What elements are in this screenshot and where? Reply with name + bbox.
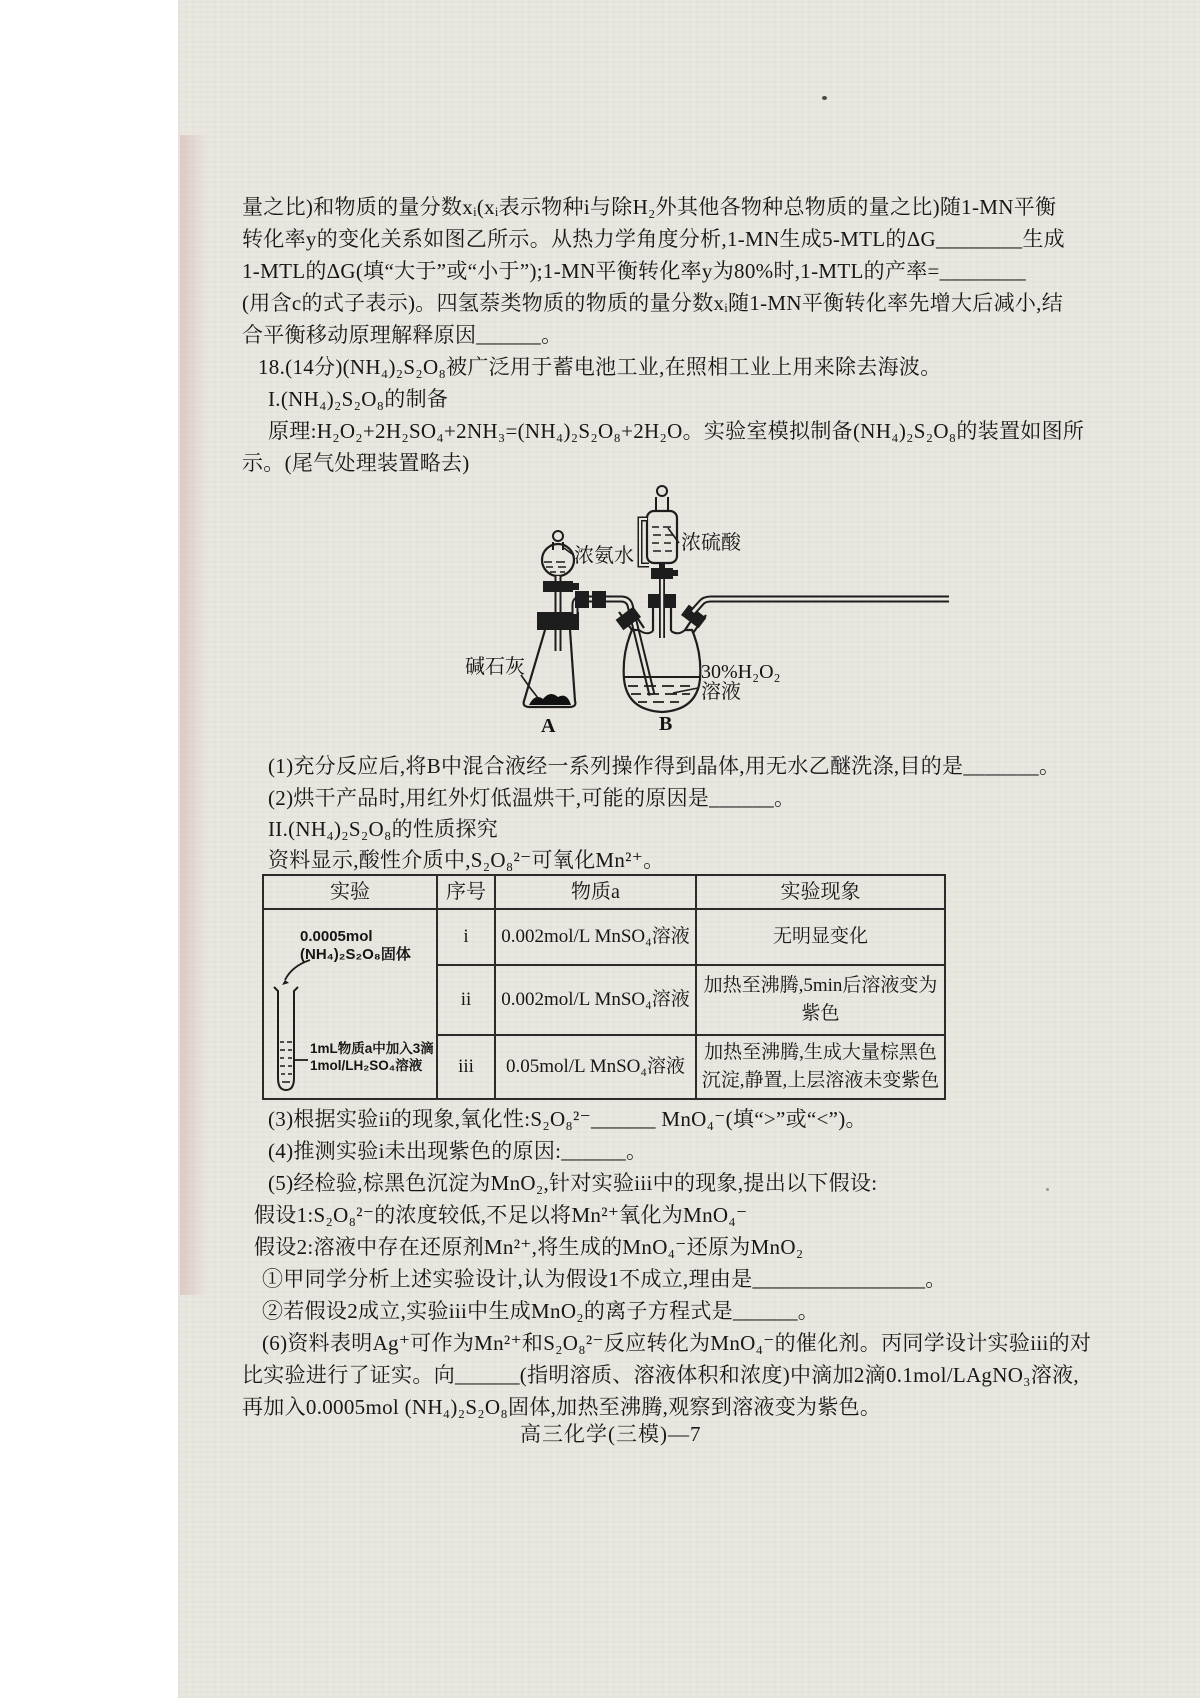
row-iii-number: iii — [437, 1035, 495, 1099]
delivery-tube — [575, 599, 652, 695]
part1-title: I.(NH₄)₂S₂O₈的制备 — [268, 387, 449, 411]
label-soda-lime: 碱石灰 — [465, 656, 525, 678]
flask-a-stopper — [537, 612, 579, 630]
question-6-line3: 再加入0.0005mol (NH₄)₂S₂O₈固体,加热至沸腾,观察到溶液变为紫色。 — [242, 1395, 882, 1419]
paragraph-line-5: 合平衡移动原理解释原因______。 — [242, 323, 563, 347]
sulfuric-funnel-body — [647, 511, 677, 563]
apparatus-note-bottom — [310, 1040, 434, 1074]
label-flask-b: B — [659, 713, 673, 735]
label-ammonia: 浓氨水 — [574, 545, 634, 567]
question-2: (2)烘干产品时,用红外灯低温烘干,可能的原因是______。 — [268, 786, 796, 810]
sub-question-1: ①甲同学分析上述实验设计,认为假设1不成立,理由是________________。 — [262, 1267, 947, 1291]
row-i-substance: 0.002mol/L MnSO₄溶液 — [495, 909, 696, 965]
apparatus-diagram-svg — [425, 455, 965, 755]
experiment-table — [262, 874, 946, 1100]
hypothesis-2: 假设2:溶液中存在还原剂Mn²⁺,将生成的MnO₄⁻还原为MnO₂ — [254, 1235, 804, 1259]
note-top-line2: (NH₄)₂S₂O₈固体 — [300, 946, 411, 963]
principle-line-1: 原理:H₂O₂+2H₂SO₄+2NH₃=(NH₄)₂S₂O₈+2H₂O。实验室模拟制备(NH₄)₂S₂O₈的装置如图所 — [268, 419, 1085, 443]
label-flask-a: A — [541, 715, 556, 737]
h2o2-liquid-hatch — [628, 686, 690, 702]
question-6-line2: 比实验进行了证实。向______(指明溶质、溶液体积和浓度)中滴加2滴0.1mol/LAgNO₃溶液, — [242, 1363, 1079, 1387]
question-5: (5)经检验,棕黑色沉淀为MnO₂,针对实验iii中的现象,提出以下假设: — [268, 1171, 878, 1195]
question-4: (4)推测实验i未出现紫色的原因:______。 — [268, 1139, 648, 1163]
funnel-a-stopper-icon — [553, 531, 563, 541]
apparatus-cell — [263, 909, 437, 1099]
apparatus-diagram — [425, 455, 965, 755]
paragraph-line-1: 量之比)和物质的量分数xᵢ(xᵢ表示物种i与除H₂外其他各物种总物质的量之比)随1-MN平衡 — [242, 195, 1057, 219]
row-ii-number: ii — [437, 965, 495, 1035]
row-ii-phenomenon: 加热至沸腾,5min后溶液变为紫色 — [696, 965, 945, 1035]
stopcock-icon — [651, 568, 673, 579]
ammonia-funnel-bulb — [542, 544, 574, 576]
row-i-phenomenon: 无明显变化 — [696, 909, 945, 965]
note-bottom-line2: 1mol/LH₂SO₄溶液 — [310, 1058, 423, 1073]
question-1: (1)充分反应后,将B中混合液经一系列操作得到晶体,用无水乙醚洗涤,目的是_______。 — [268, 754, 1061, 778]
row-ii-substance: 0.002mol/L MnSO₄溶液 — [495, 965, 696, 1035]
leader-sodalime — [521, 675, 538, 698]
sub-question-2: ②若假设2成立,实验iii中生成MnO₂的离子方程式是______。 — [262, 1299, 820, 1323]
test-tube-icon — [274, 987, 298, 1090]
header-number: 序号 — [437, 875, 495, 909]
question-18-intro: 18.(14分)(NH₄)₂S₂O₈被广泛用于蓄电池工业,在照相工业上用来除去海波。 — [258, 355, 942, 379]
paragraph-line-3: 1-MTL的ΔG(填“大于”或“小于”);1-MN平衡转化率y为80%时,1-MTL的产率=________ — [242, 259, 1027, 283]
table-row — [263, 909, 945, 965]
row-iii-phenomenon: 加热至沸腾,生成大量棕黑色沉淀,静置,上层溶液未变紫色 — [696, 1035, 945, 1099]
stopcock-icon — [543, 581, 573, 592]
tube-connector-icon — [575, 591, 589, 608]
scan-speck — [822, 96, 827, 100]
scan-artifact-strip — [180, 135, 208, 1295]
tube-connector-icon — [592, 591, 606, 608]
label-sulfuric-acid: 浓硫酸 — [681, 532, 741, 554]
header-phenomenon: 实验现象 — [696, 875, 945, 909]
label-h2o2-line2: 溶液 — [701, 681, 741, 703]
flask-b-body — [624, 630, 701, 712]
question-3: (3)根据实验ii的现象,氧化性:S₂O₈²⁻______ MnO₄⁻(填“>”或“<”)。 — [268, 1107, 867, 1131]
table-header-row — [263, 875, 945, 909]
page-footer: 高三化学(三模)—7 — [520, 1422, 702, 1446]
row-i-number: i — [437, 909, 495, 965]
paragraph-line-4: (用含c的式子表示)。四氢萘类物质的物质的量分数xᵢ随1-MN平衡转化率先增大后减小,结 — [242, 291, 1064, 315]
leader-h2o2 — [673, 688, 698, 693]
header-substance-a: 物质a — [495, 875, 696, 909]
principle-line-2: 示。(尾气处理装置略去) — [242, 451, 470, 475]
test-tube-liquid-hatch — [280, 1042, 292, 1082]
note-bottom-line1: 1mL物质a中加入3滴 — [310, 1041, 434, 1056]
part2-info: 资料显示,酸性介质中,S₂O₈²⁻可氧化Mn²⁺。 — [268, 848, 665, 872]
note-top-line1: 0.0005mol — [300, 928, 373, 945]
label-h2o2-line1: 30%H₂O₂ — [701, 661, 781, 683]
header-experiment: 实验 — [263, 875, 437, 909]
part2-title: II.(NH₄)₂S₂O₈的性质探究 — [268, 817, 499, 841]
row-iii-substance: 0.05mol/L MnSO₄溶液 — [495, 1035, 696, 1099]
paragraph-line-2: 转化率y的变化关系如图乙所示。从热力学角度分析,1-MN生成5-MTL的ΔG________生成 — [242, 227, 1065, 251]
scan-speck — [1046, 1188, 1049, 1191]
question-6-line1: (6)资料表明Ag⁺可作为Mn²⁺和S₂O₈²⁻反应转化为MnO₄⁻的催化剂。丙同学设计实验iii的对 — [262, 1331, 1092, 1355]
funnel-b-stopper-icon — [657, 486, 667, 496]
hypothesis-1: 假设1:S₂O₈²⁻的浓度较低,不足以将Mn²⁺氧化为MnO₄⁻ — [254, 1203, 748, 1227]
apparatus-note-top — [300, 928, 411, 964]
